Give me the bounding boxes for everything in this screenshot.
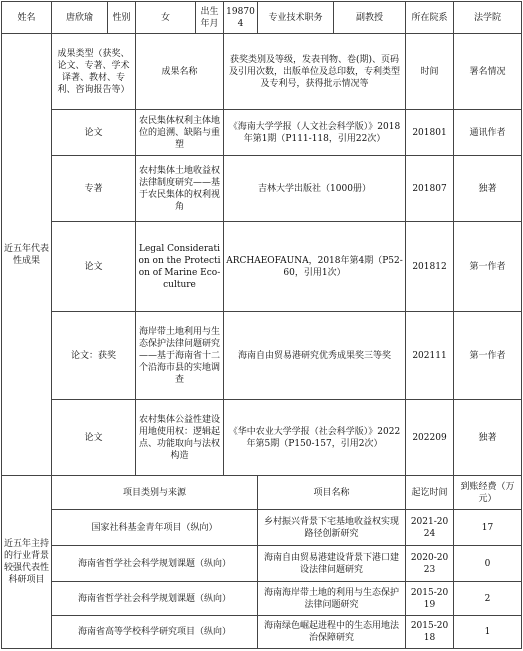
college-label: 所在院系 [406,2,454,34]
project-period: 2015-2018 [406,616,454,649]
project-row [2,546,522,582]
col-header-name: 成果名称 [136,34,224,110]
achievement-time: 202209 [406,400,454,476]
project-period: 2015-2019 [406,582,454,616]
achievement-name: 农村集体土地收益权法律制度研究——基于农民集体的权利视角 [136,156,224,222]
project-source: 海南省高等学校科学研究项目（纵向） [52,616,258,649]
achievement-type: 论文 [52,110,136,156]
project-row [2,582,522,616]
project-source: 海南省哲学社会科学规划课题（纵向） [52,582,258,616]
project-name: 海南自由贸易港建设背景下港口建设法律问题研究 [258,546,406,582]
achievement-row [2,400,522,476]
achievements-header-row [2,34,522,110]
achievement-name: 农村集体公益性建设用地使用权：逻辑起点、功能取向与法权构造 [136,400,224,476]
gender-label: 性别 [108,2,136,34]
achievement-type: 论文 [52,222,136,312]
col-header-funding: 到账经费（万元） [454,476,522,510]
achievement-time: 201807 [406,156,454,222]
header-row [2,2,522,34]
achievement-type: 专著 [52,156,136,222]
project-source: 国家社科基金青年项目（纵向） [52,510,258,546]
achievement-info: 吉林大学出版社（1000册） [224,156,406,222]
gender-value: 女 [136,2,196,34]
project-row [2,510,522,546]
project-name: 海南海岸带土地的利用与生态保护法律问题研究 [258,582,406,616]
achievement-info: 《华中农业大学学报（社会科学版）》2022年第5期（P150-157，引用2次） [224,400,406,476]
birth-label: 出生年月 [196,2,224,34]
birth-value: 198704 [224,2,258,34]
achievement-author: 通讯作者 [454,110,522,156]
achievement-info: 海南自由贸易港研究优秀成果奖三等奖 [224,312,406,400]
project-funding: 2 [454,582,522,616]
achievement-time: 202111 [406,312,454,400]
col-header-source: 项目类别与来源 [52,476,258,510]
achievement-info: ARCHAEOFAUNA，2018年第4期（P52-60，引用1次） [224,222,406,312]
project-funding: 0 [454,546,522,582]
achievement-author: 第一作者 [454,312,522,400]
col-header-info: 获奖类别及等级，发表刊物、卷(期)、页码及引用次数，出版单位及总印数，专利类型及专利号，获得批示情况等 [224,34,406,110]
col-header-author: 署名情况 [454,34,522,110]
project-name: 海南绿色崛起进程中的生态用地法治保障研究 [258,616,406,649]
project-name: 乡村振兴背景下宅基地收益权实现路径创新研究 [258,510,406,546]
title-value: 副教授 [334,2,406,34]
col-header-type: 成果类型（获奖、论文、专著、学术译著、教材、专利、咨询报告等） [52,34,136,110]
achievement-row [2,312,522,400]
college-value: 法学院 [454,2,522,34]
project-source: 海南省哲学社会科学规划课题（纵向） [52,546,258,582]
achievements-section-label: 近五年代表性成果 [2,34,52,476]
achievement-name: Legal Consideration on the Protection of Marine Eco-culture [136,222,224,312]
achievement-name: 农民集体权利主体地位的追溯、缺陷与重塑 [136,110,224,156]
achievement-row [2,222,522,312]
achievement-author: 独著 [454,156,522,222]
project-period: 2021-2024 [406,510,454,546]
achievement-type: 论文：获奖 [52,312,136,400]
achievement-name: 海岸带土地利用与生态保护法律问题研究——基于海南省十二个沿海市县的实地调查 [136,312,224,400]
title-label: 专业技术职务 [258,2,334,34]
achievement-row [2,110,522,156]
projects-header-row [2,476,522,510]
achievement-author: 第一作者 [454,222,522,312]
name-value: 唐欣瑜 [52,2,108,34]
project-row [2,616,522,649]
col-header-period: 起讫时间 [406,476,454,510]
achievement-time: 201812 [406,222,454,312]
profile-form-table [1,1,522,649]
name-label: 姓名 [2,2,52,34]
project-funding: 17 [454,510,522,546]
projects-section-label: 近五年主持的行业背景较强代表性科研项目 [2,476,52,649]
col-header-time: 时间 [406,34,454,110]
achievement-time: 201801 [406,110,454,156]
achievement-author: 独著 [454,400,522,476]
achievement-row [2,156,522,222]
project-funding: 1 [454,616,522,649]
achievement-type: 论文 [52,400,136,476]
col-header-project-name: 项目名称 [258,476,406,510]
project-period: 2020-2023 [406,546,454,582]
achievement-info: 《海南大学学报（人文社会科学版）》2018年第1期（P111-118，引用22次） [224,110,406,156]
